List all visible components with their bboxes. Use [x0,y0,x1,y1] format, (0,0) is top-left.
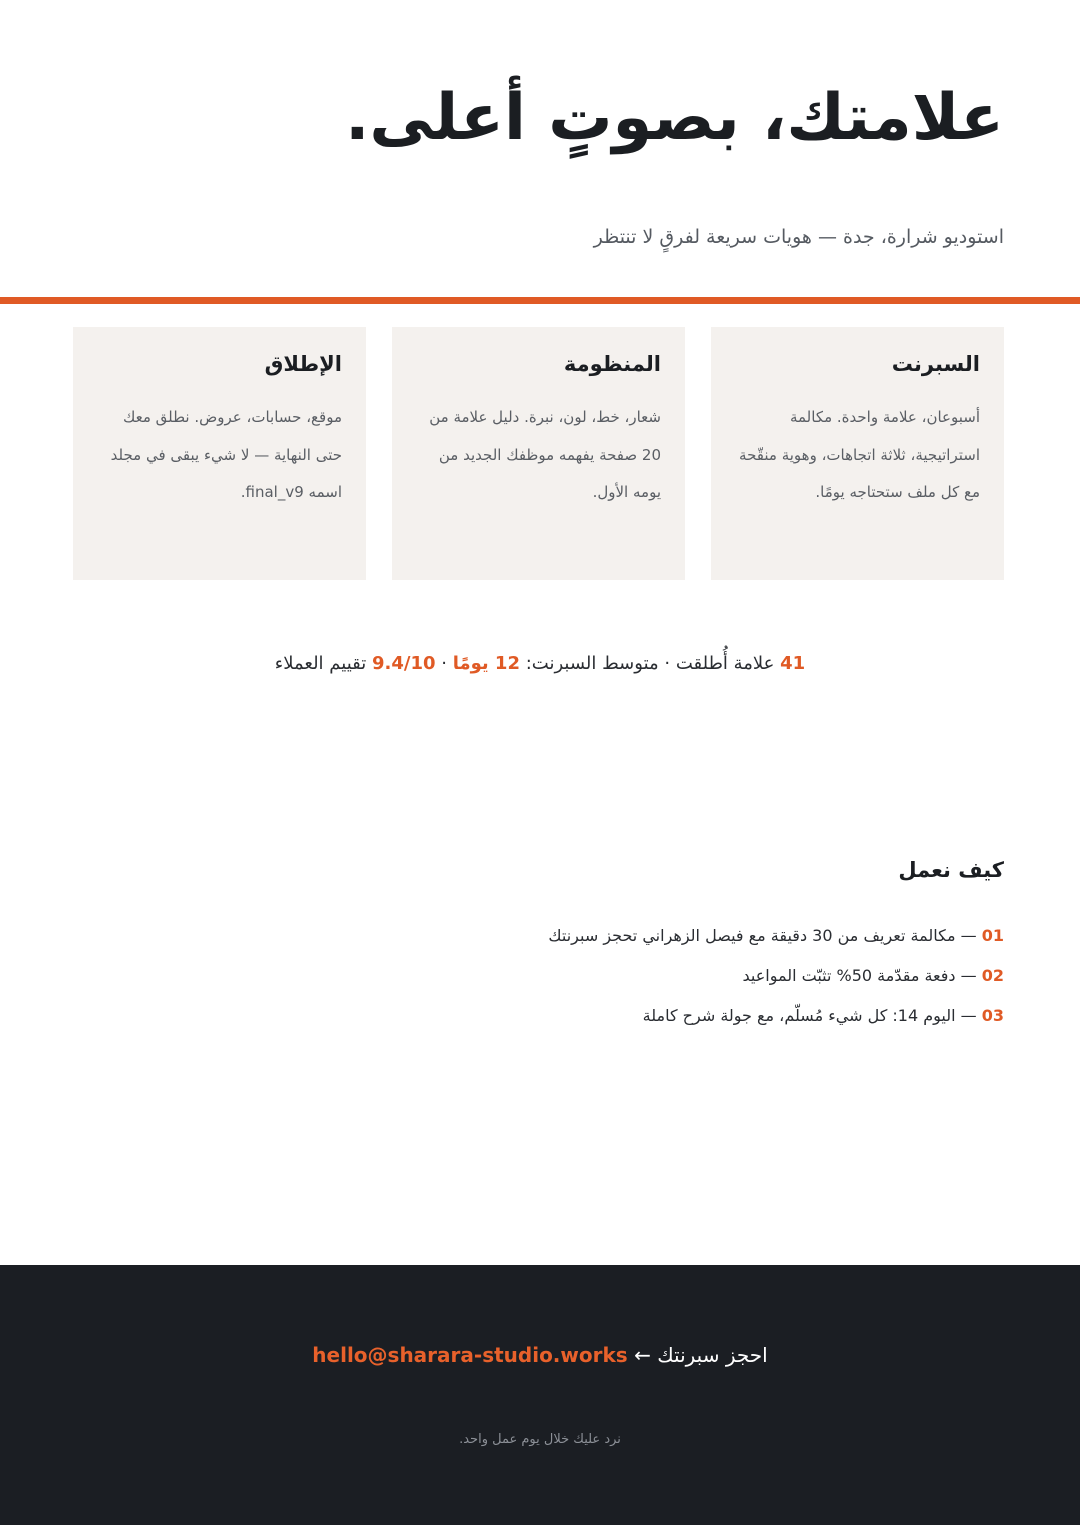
step-dash: — [960,1006,977,1025]
service-card-sprint [711,327,1004,580]
step-text: دفعة مقدّمة 50% تثبّت المواعيد [742,966,956,985]
service-card-system [392,327,685,580]
arrow-left-icon: ← [634,1343,651,1367]
cta-label: احجز سبرنتك [657,1343,768,1367]
stats-separator: · [664,653,671,674]
card-title: المنظومة [563,352,661,376]
sprint-label: متوسط السبرنت: [525,653,659,674]
card-description: شعار، خط، لون، نبرة. دليل علامة من 20 صفحة يفهمه موظفك الجديد من يومه الأول. [429,408,661,501]
accent-divider [0,297,1080,304]
stats-line [0,648,1080,680]
card-description: موقع، حسابات، عروض. نطلق معك حتى النهاية — لا شيء يبقى في مجلد اسمه final_v9. [110,408,342,501]
sprint-value: 12 يومًا [452,653,520,674]
step-dash: — [960,926,977,945]
step-number: 01 [981,926,1004,945]
step-item [104,956,1004,996]
booking-cta [0,1339,1080,1371]
hero-title: علامتك، بصوتٍ أعلى. [345,81,1004,155]
email-link[interactable]: hello@sharara-studio.works [312,1343,628,1367]
brands-count: 41 [780,653,806,674]
hero-subtitle: استوديو شرارة، جدة — هويات سريعة لفرقٍ لا تنتظر [593,226,1004,248]
step-text: مكالمة تعريف من 30 دقيقة مع فيصل الزهراني تحجز سبرنتك [548,926,956,945]
step-item [104,916,1004,956]
rating-label: تقييم العملاء [274,653,367,674]
services-cards [75,327,1004,580]
stats-separator: · [441,653,447,674]
step-item [104,996,1004,1036]
rating-value: 9.4/10 [371,653,436,674]
step-number: 02 [981,966,1004,985]
response-note: نرد عليك خلال يوم عمل واحد. [459,1432,621,1447]
card-title: الإطلاق [264,352,342,376]
footer [0,1265,1080,1525]
step-number: 03 [981,1006,1004,1025]
steps-list [104,916,1004,1036]
brands-label: علامة أُطلقت [675,653,775,674]
card-description: أسبوعان، علامة واحدة. مكالمة استراتيجية، ثلاثة اتجاهات، وهوية منقّحة مع كل ملف ستحتاجه يومًا. [739,408,980,501]
step-dash: — [960,966,977,985]
step-text: اليوم 14: كل شيء مُسلّم، مع جولة شرح كاملة [642,1006,956,1025]
card-title: السبرنت [891,352,980,376]
how-we-work-title: كيف نعمل [898,858,1004,882]
service-card-launch [73,327,366,580]
